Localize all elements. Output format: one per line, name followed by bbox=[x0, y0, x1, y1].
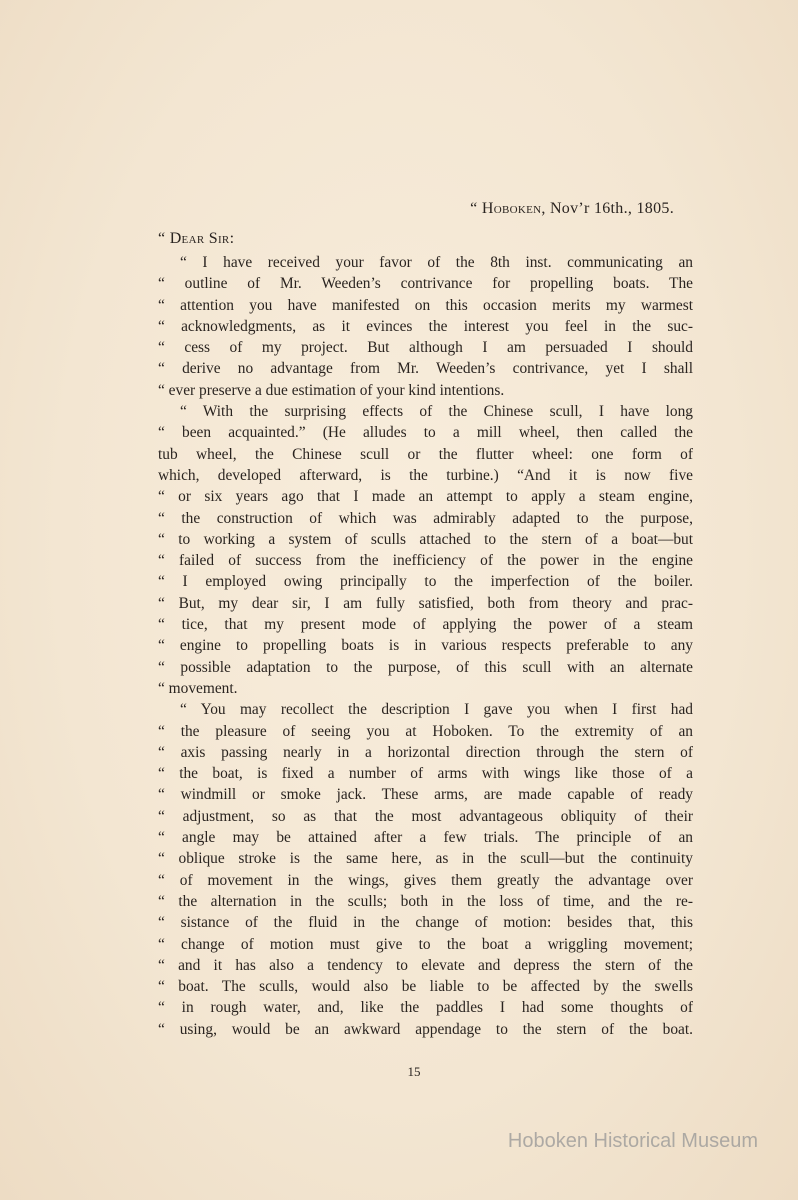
text-line: “ engine to propelling boats is in various respects preferable to any bbox=[158, 637, 693, 655]
page-number: 15 bbox=[407, 1064, 421, 1079]
text-line: “ the pleasure of seeing you at Hoboken. To the extremity of an bbox=[158, 722, 693, 740]
salutation-text: Dear Sir bbox=[169, 230, 230, 247]
text-line: “ attention you have manifested on this occasion merits my warmest bbox=[158, 296, 693, 314]
text-line: “ failed of success from the inefficiency of the power in the engine bbox=[158, 552, 693, 570]
text-line: “ using, would be an awkward appendage to the stern of the boat. bbox=[158, 1020, 693, 1038]
text-line: “ But, my dear sir, I am fully satisfied, both from theory and prac- bbox=[158, 594, 693, 612]
text-line: “ or six years ago that I made an attempt to apply a steam engine, bbox=[158, 488, 693, 506]
text-line: “ sistance of the fluid in the change of motion: besides that, this bbox=[158, 914, 693, 932]
text-line: “ cess of my project. But although I am persuaded I should bbox=[158, 339, 693, 357]
text-line: “ of movement in the wings, gives them greatly the advantage over bbox=[158, 871, 693, 889]
text-line: “ axis passing nearly in a horizontal direction through the stern of bbox=[158, 743, 693, 761]
text-line: “ change of motion must give to the boat a wriggling movement; bbox=[158, 935, 693, 953]
text-line: “ I employed owing principally to the imperfection of the boiler. bbox=[158, 573, 693, 591]
text-line: “ With the surprising effects of the Chinese scull, I have long bbox=[180, 403, 693, 421]
text-line: “ ever preserve a due estimation of your kind intentions. bbox=[158, 381, 505, 399]
museum-watermark: Hoboken Historical Museum bbox=[507, 1130, 758, 1152]
letter-salutation bbox=[158, 230, 234, 248]
text-line: “ I have received your favor of the 8th inst. communicating an bbox=[180, 254, 693, 271]
text-line: “ possible adaptation to the purpose, of this scull with an alternate bbox=[158, 658, 693, 676]
text-line: “ movement. bbox=[158, 679, 238, 697]
text-line: “ the boat, is fixed a number of arms with wings like those of a bbox=[158, 765, 693, 783]
text-line: “ in rough water, and, like the paddles I had some thoughts of bbox=[158, 999, 693, 1017]
text-line: “ tice, that my present mode of applying the power of a steam bbox=[158, 616, 693, 634]
letter-dateline bbox=[470, 200, 674, 218]
text-line: “ adjustment, so as that the most advantageous obliquity of their bbox=[158, 807, 693, 825]
text-line: “ the construction of which was admirably adapted to the purpose, bbox=[158, 509, 693, 527]
text-line: which, developed afterward, is the turbine.) “And it is now five bbox=[158, 466, 693, 484]
text-line: “ derive no advantage from Mr. Weeden’s contrivance, yet I shall bbox=[158, 360, 693, 378]
text-line: “ and it has also a tendency to elevate and depress the stern of the bbox=[158, 956, 693, 974]
salutation-quote: “ bbox=[158, 230, 170, 247]
letter-body bbox=[158, 252, 693, 1040]
salutation-colon: : bbox=[229, 230, 235, 247]
text-line: “ been acquainted.” (He alludes to a mill wheel, then called the bbox=[158, 424, 693, 442]
dateline-date: , Nov’r 16th., 1805. bbox=[541, 200, 674, 217]
text-line: “ angle may be attained after a few trials. The principle of an bbox=[158, 829, 693, 847]
dateline-quote: “ bbox=[470, 200, 482, 217]
text-line: tub wheel, the Chinese scull or the flutter wheel: one form of bbox=[158, 445, 693, 463]
text-line: “ windmill or smoke jack. These arms, are made capable of ready bbox=[158, 786, 693, 804]
text-line: “ oblique stroke is the same here, as in the scull—but the continuity bbox=[158, 850, 693, 868]
text-line: “ acknowledgments, as it evinces the interest you feel in the suc- bbox=[158, 317, 693, 335]
dateline-place: Hoboken bbox=[481, 200, 542, 217]
text-line: “ You may recollect the description I gave you when I first had bbox=[180, 701, 693, 719]
text-line: “ the alternation in the sculls; both in the loss of time, and the re- bbox=[158, 892, 693, 910]
text-line: “ outline of Mr. Weeden’s contrivance for propelling boats. The bbox=[158, 275, 693, 293]
text-line: “ to working a system of sculls attached to the stern of a boat—but bbox=[158, 530, 693, 548]
text-line: “ boat. The sculls, would also be liable to be affected by the swells bbox=[158, 978, 693, 996]
